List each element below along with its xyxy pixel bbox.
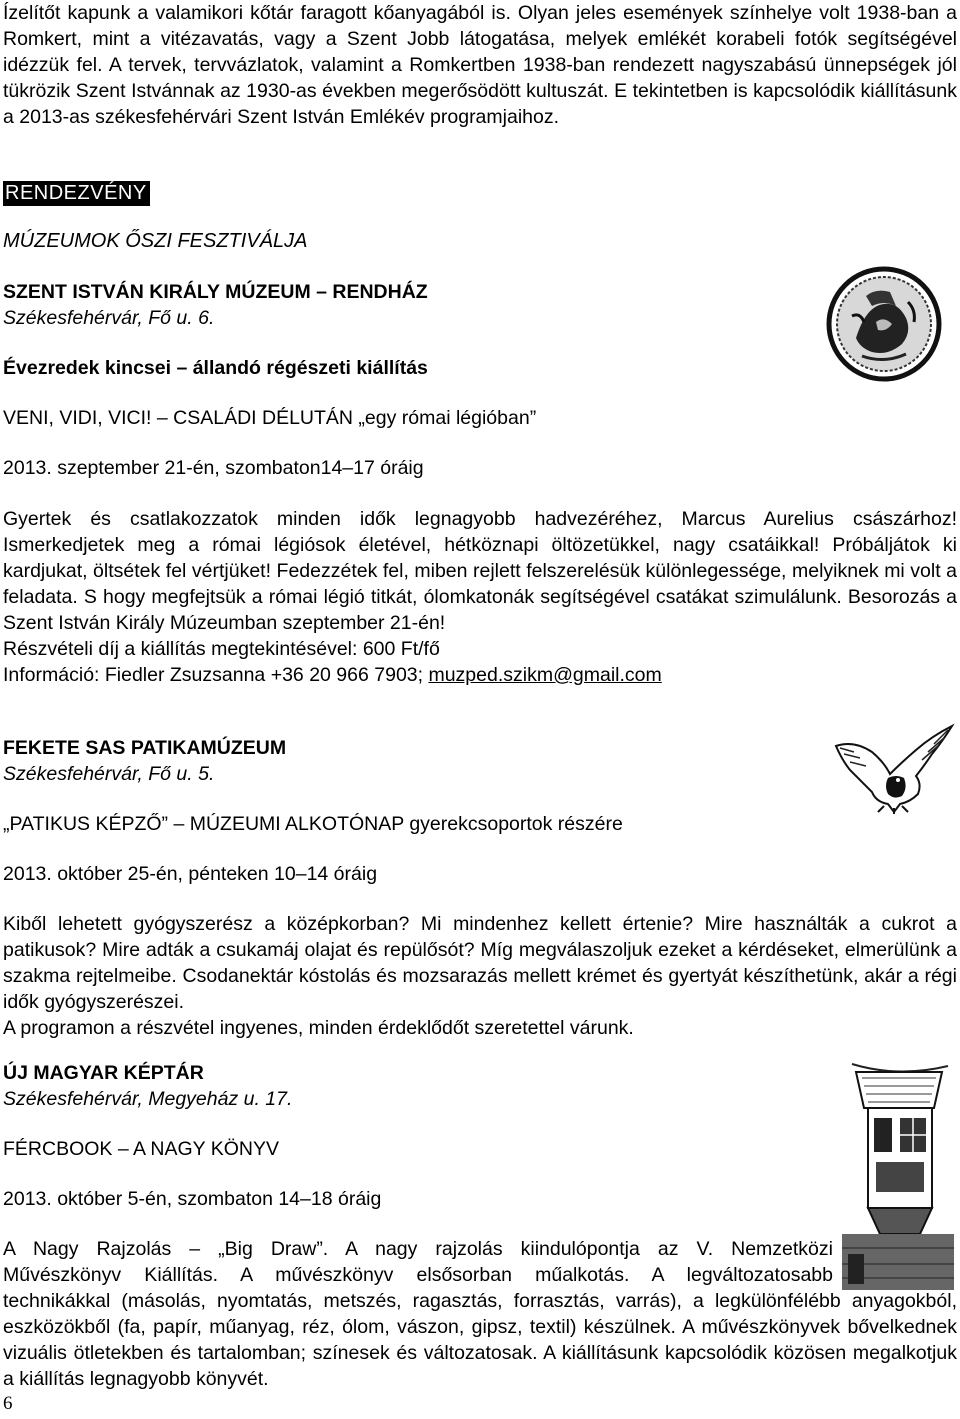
museum1-info-prefix: Információ: Fiedler Zsuzsanna +36 20 966 7903; [3,664,429,686]
museum1-info [3,662,957,688]
tower-building-image [842,1058,954,1290]
museum3-program: FÉRCBOOK – A NAGY KÖNYV [3,1138,279,1160]
museum1-date: 2013. szeptember 21-én, szombaton14–17 óráig [3,457,424,479]
museum2-description [3,911,957,1041]
museum3-description [3,1288,957,1392]
festival-title: MÚZEUMOK ŐSZI FESZTIVÁLJA [3,230,308,252]
museum2-desc-a: Kiből lehetett gyógyszerész a középkorban? Mi mindenhez kellett értenie? Mire használták a cukrot a patikusok? Mire adták a csukamáj olajat és repülősót? Míg megválaszoljuk ezeket a kérdéseket, elmerülünk a szakma rejtelmeibe. [3,913,957,987]
section-badge: RENDEZVÉNY [3,181,150,206]
museum1-desc-d: Besorozás a Szent István Király Múzeumban szeptember 21-én! [3,586,957,634]
museum3-desc-line1: A Nagy Rajzolás – „Big Draw”. A nagy rajzolás kiindulópontja az V. Nemzetközi [3,1238,833,1260]
intro-paragraph [3,0,957,130]
museum2-name: FEKETE SAS PATIKAMÚZEUM [3,737,287,759]
museum3-address: Székesfehérvár, Megyeház u. 17. [3,1088,293,1110]
museum3-name: ÚJ MAGYAR KÉPTÁR [3,1062,204,1084]
museum2-date: 2013. október 25-én, pénteken 10–14 óráig [3,863,378,885]
museum3-desc-rest: technikákkal (másolás, nyomtatás, metszés, ragasztás, forrasztás, varrás), a legkülönfélébb anyagokból, eszközökből (fa, papír, műanyag, réz, ólom, vászon, gipsz, textil) készülnek. A művészkönyvek bővelkednek vizuális ötletekben és tartalomban; színesek és változatosak. A kiállításunk kapcsolódik közösen megalkotjuk a kiállítás legnagyobb könyvét. [3,1290,957,1390]
museum1-description [3,506,957,688]
museum1-email-link[interactable]: muzped.szikm@gmail.com [428,664,662,686]
museum1-desc-b: Fedezzétek fel, miben rejlett felszerelésük különlegessége, melyiknek mi volt a feladata. [3,560,957,608]
museum1-desc-a: Gyertek és csatlakozzatok minden idők legnagyobb hadvezéréhez, Marcus Aurelius császárhoz! Ismerkedjetek meg a római légiósok életével, hétköznapi öltözetükkel, nagy csatáikkal! Próbáljátok ki kardjukat, öltsétek fel vértjüket! [3,508,957,582]
medieval-seal-image [826,266,942,382]
museum1-exhibition: Évezredek kincsei – állandó régészeti kiállítás [3,357,428,379]
museum2-desc-c: A programon a részvétel ingyenes, minden érdeklődőt szeretettel várunk. [3,1017,634,1039]
intro-text-a: Ízelítőt kapunk a valamikori kőtár faragott kőanyagából is. Olyan jeles események színhelye volt 1938-ban a Romkert, mint a vitézavatás, vagy a Szent Jobb látogatása, melyek emlékét korabeli fotók segítségével idézzük fel. [3,2,957,76]
museum3-desc-line2: Művészkönyv Kiállítás. A művészkönyv elsősorban műalkotás. A legváltozatosabb [3,1264,833,1286]
intro-text-c: E tekintetben is kapcsolódik kiállításunk a 2013-as székesfehérvári Szent István Emlékév programjaihoz. [3,80,957,128]
museum1-fee: Részvételi díj a kiállítás megtekintésével: 600 Ft/fő [3,638,440,660]
page-number: 6 [3,1393,13,1414]
museum2-desc-b: Csodanektár kóstolás és mozsarazás mellett krémet és gyertyát készíthetünk, akár a régi idők gyógyszerészei. [3,965,957,1013]
museum1-address: Székesfehérvár, Fő u. 6. [3,307,215,329]
museum2-program: „PATIKUS KÉPZŐ” – MÚZEUMI ALKOTÓNAP gyerekcsoportok részére [3,813,623,835]
black-eagle-image [832,722,956,814]
museum1-program: VENI, VIDI, VICI! – CSALÁDI DÉLUTÁN „egy római légióban” [3,407,537,429]
museum1-name: SZENT ISTVÁN KIRÁLY MÚZEUM – RENDHÁZ [3,281,428,303]
museum1-desc-c: S hogy megfejtsük a római légió titkát, ólomkatonák segítségével csatákat szimulálunk. [77,586,842,608]
museum2-address: Székesfehérvár, Fő u. 5. [3,763,215,785]
museum3-date: 2013. október 5-én, szombaton 14–18 óráig [3,1188,382,1210]
intro-text-b: A tervek, tervvázlatok, valamint a Romkertben 1938-ban rendezett nagyszabású ünnepségek jól tükrözik Szent Istvánnak az 1930-as években megerősödött kultuszát. [3,54,957,102]
